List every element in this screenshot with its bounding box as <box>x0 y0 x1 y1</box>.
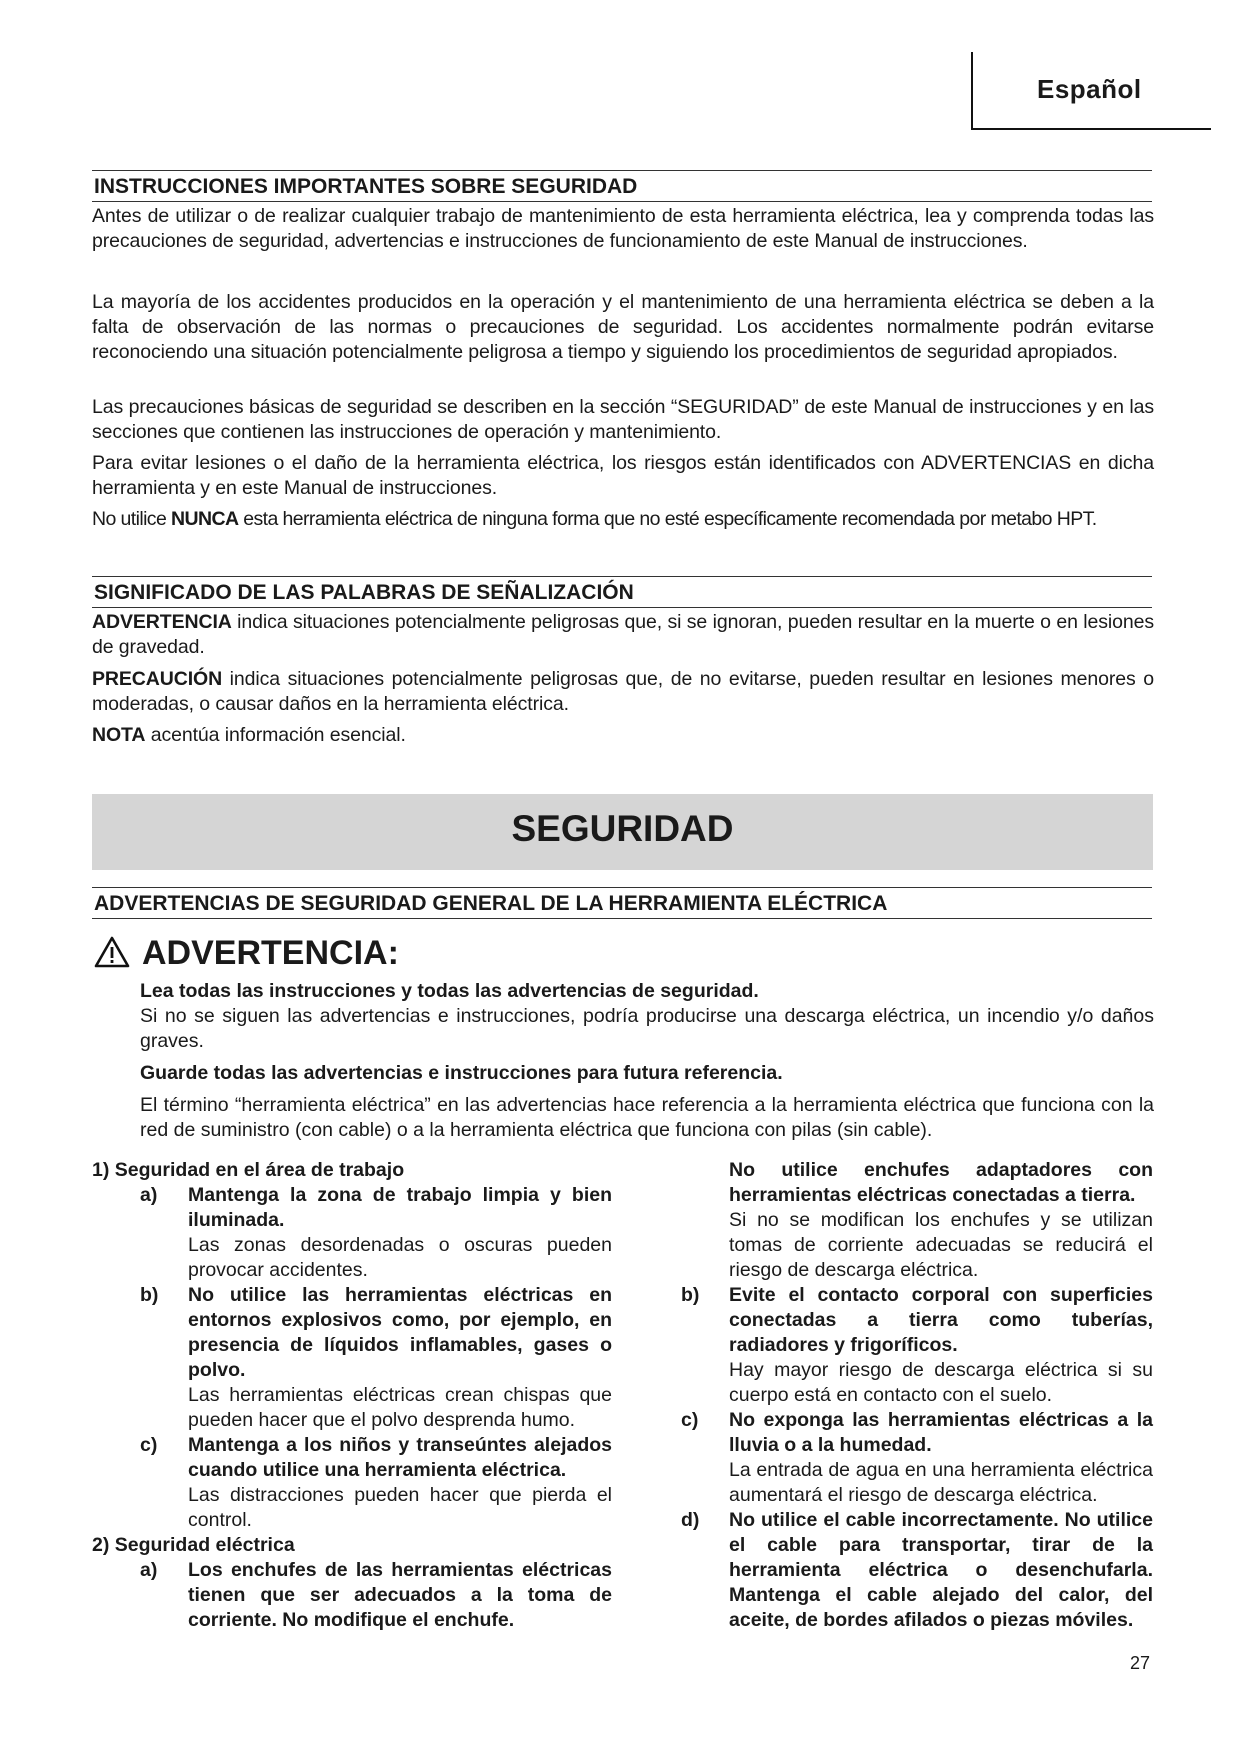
signal-word-definition <box>92 667 1154 717</box>
item-heading: No utilice el cable incorrectamente. No utilice el cable para transportar, tirar de la herramienta eléctrica o desenchufarla. Mantenga el cable alejado del calor, del aceite, de bordes afilados o piezas móviles. <box>729 1509 1153 1631</box>
paragraph: Antes de utilizar o de realizar cualquier trabajo de mantenimiento de esta herramienta eléctrica, lea y comprenda todas las precauciones de seguridad, advertencias e instrucciones de funcionamiento de este Manual de instrucciones. <box>92 205 1154 252</box>
item-label: b) <box>681 1284 700 1306</box>
list-item-continued <box>681 1158 1153 1283</box>
paragraph: Para evitar lesiones o el daño de la herramienta eléctrica, los riesgos están identificados con ADVERTENCIAS en dicha herramienta y en este Manual de instrucciones. <box>92 452 1154 499</box>
signal-word-definition <box>92 723 1154 748</box>
text-span: indica situaciones potencialmente peligrosas que, si se ignoran, pueden resultar en la muerte o en lesiones de gravedad. <box>92 611 1154 658</box>
item-heading: Los enchufes de las herramientas eléctricas tienen que ser adecuados a la toma de corriente. No modifique el enchufe. <box>188 1559 612 1631</box>
list-item <box>92 1283 612 1433</box>
warning-instruction: Lea todas las instrucciones y todas las advertencias de seguridad. <box>140 980 759 1002</box>
paragraph <box>92 507 1154 532</box>
item-heading: Mantenga a los niños y transeúntes alejados cuando utilice una herramienta eléctrica. <box>188 1434 612 1481</box>
text-span: No utilice <box>92 508 172 530</box>
signal-word: PRECAUCIÓN <box>92 668 223 690</box>
item-text: Las distracciones pueden hacer que pierda el control. <box>188 1484 612 1531</box>
warning-title: ADVERTENCIA: <box>142 934 399 972</box>
warning-block <box>140 979 1154 1143</box>
warning-triangle-icon <box>94 936 130 968</box>
list-item <box>681 1508 1153 1633</box>
right-column <box>681 1158 1153 1633</box>
signal-word: ADVERTENCIA <box>92 611 232 633</box>
item-text: La entrada de agua en una herramienta eléctrica aumentará el riesgo de descarga eléctrica. <box>729 1459 1153 1506</box>
list-item <box>92 1558 612 1633</box>
text-span: acentúa información esencial. <box>145 724 406 746</box>
item-heading: Evite el contacto corporal con superficies conectadas a tierra como tuberías, radiadores y frigoríficos. <box>729 1284 1153 1356</box>
item-label: a) <box>140 1559 158 1581</box>
paragraph: Las precauciones básicas de seguridad se describen en la sección “SEGURIDAD” de este Manual de instrucciones y en las secciones que contienen las instrucciones de operación y mantenimiento. <box>92 396 1154 443</box>
signal-word-definition <box>92 610 1154 660</box>
list-item <box>92 1183 612 1283</box>
item-label: c) <box>140 1434 158 1456</box>
language-label: Español <box>1037 74 1142 104</box>
text-span: indica situaciones potencialmente peligrosas que, de no evitarse, pueden resultar en lesiones menores o moderadas, o causar daños en la herramienta eléctrica. <box>92 668 1154 715</box>
section-heading-general-warnings: ADVERTENCIAS DE SEGURIDAD GENERAL DE LA HERRAMIENTA ELÉCTRICA <box>92 887 1152 919</box>
paragraph: La mayoría de los accidentes producidos en la operación y el mantenimiento de una herramienta eléctrica se deben a la falta de observación de las normas o precauciones de seguridad. Los accidentes normalmente podrán evitarse reconociendo una situación potencialmente peligrosa a tiempo y siguiendo los procedimientos de seguridad apropiados. <box>92 291 1154 363</box>
item-heading: No utilice enchufes adaptadores con herramientas eléctricas conectadas a tierra. <box>729 1159 1153 1206</box>
item-heading: Mantenga la zona de trabajo limpia y bien iluminada. <box>188 1184 612 1231</box>
subsection-heading: 2) Seguridad eléctrica <box>92 1534 295 1556</box>
item-label: a) <box>140 1184 158 1206</box>
list-item <box>681 1408 1153 1508</box>
section-heading-signal-words: SIGNIFICADO DE LAS PALABRAS DE SEÑALIZACIÓN <box>92 576 1152 608</box>
signal-word: NOTA <box>92 724 146 746</box>
item-heading: No exponga las herramientas eléctricas a la lluvia o a la humedad. <box>729 1409 1153 1456</box>
warning-text: Si no se siguen las advertencias e instrucciones, podría producirse una descarga eléctrica, un incendio y/o daños graves. <box>140 1005 1154 1052</box>
text-span: esta herramienta eléctrica de ninguna forma que no esté específicamente recomendada por metabo HPT. <box>238 508 1097 530</box>
list-item <box>92 1433 612 1533</box>
page-number: 27 <box>1130 1653 1151 1673</box>
subsection-heading: 1) Seguridad en el área de trabajo <box>92 1159 405 1181</box>
banner-title: SEGURIDAD <box>511 808 734 849</box>
item-text: Hay mayor riesgo de descarga eléctrica si su cuerpo está en contacto con el suelo. <box>729 1359 1153 1406</box>
item-label: c) <box>681 1409 699 1431</box>
warning-instruction: Guarde todas las advertencias e instrucciones para futura referencia. <box>140 1062 783 1084</box>
item-label: d) <box>681 1509 700 1531</box>
warning-text: El término “herramienta eléctrica” en las advertencias hace referencia a la herramienta eléctrica que funciona con la red de suministro (con cable) o a la herramienta eléctrica que funciona con pilas (sin cable). <box>140 1094 1154 1141</box>
left-column <box>92 1158 612 1633</box>
item-text: Las herramientas eléctricas crean chispas que pueden hacer que el polvo desprenda humo. <box>188 1384 612 1431</box>
item-heading: No utilice las herramientas eléctricas en entornos explosivos como, por ejemplo, en presencia de líquidos inflamables, gases o polvo. <box>188 1284 612 1381</box>
item-text: Las zonas desordenadas o oscuras pueden provocar accidentes. <box>188 1234 612 1281</box>
section-heading-important-instructions: INSTRUCCIONES IMPORTANTES SOBRE SEGURIDAD <box>92 170 1152 202</box>
list-item <box>681 1283 1153 1408</box>
item-text: Si no se modifican los enchufes y se utilizan tomas de corriente adecuadas se reducirá el riesgo de descarga eléctrica. <box>729 1209 1153 1281</box>
emphasis: NUNCA <box>171 508 239 530</box>
item-label: b) <box>140 1284 159 1306</box>
